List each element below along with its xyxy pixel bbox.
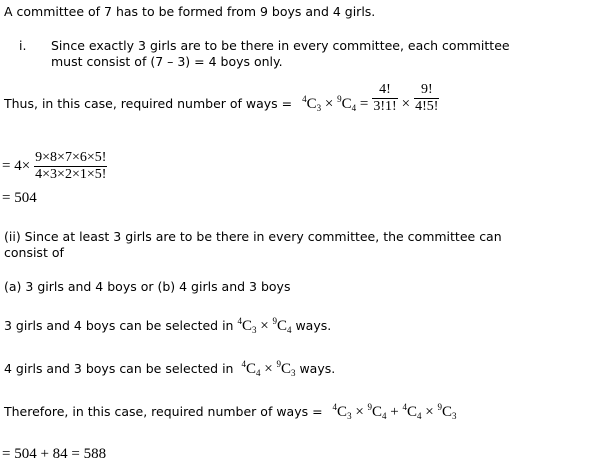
- equation-line-3: = 504: [2, 190, 37, 206]
- part-ii-line2: consist of: [4, 245, 64, 260]
- thus-label: Thus, in this case, required number of ways =: [4, 96, 293, 111]
- total-expression: $^4C_3 \times ^9C_4 + ^4C_4 \times ^9C_3$: [332, 402, 457, 421]
- selection-1-expression: $^4C_3 \times ^9C_4$: [237, 316, 292, 335]
- part-ii-line1: (ii) Since at least 3 girls are to be there in every committee, the committee can: [4, 229, 502, 244]
- selection-line-1: 3 girls and 4 boys can be selected in $^4C_3 \times ^9C_4$ ways.: [4, 316, 332, 335]
- equation-line-1: Thus, in this case, required number of ways = $^4C_3 \times ^9C_4$ = $\frac{4!}{3!1!}$ × $\frac{9!}{4!5!}$: [4, 82, 439, 114]
- part-i-line2: must consist of (7 – 3) = 4 boys only.: [51, 54, 283, 69]
- equation-line-2: = 4× $\frac{9\times 8\times 7\times 6\times 5!}{4\times 3\times 2\times 1\times 5!}$: [2, 150, 107, 182]
- intro-text: A committee of 7 has to be formed from 9 boys and 4 girls.: [4, 4, 376, 19]
- combination-expression: $^4C_3 \times ^9C_4$ =: [302, 94, 369, 113]
- part-i-line1: Since exactly 3 girls are to be there in every committee, each committee: [51, 38, 510, 53]
- fraction-9-factorial: $\frac{9!}{4!5!}$: [415, 82, 439, 114]
- fraction-4-factorial: $\frac{4!}{3!1!}$: [373, 82, 397, 114]
- expanded-fraction: $\frac{9\times 8\times 7\times 6\times 5!}{4\times 3\times 2\times 1\times 5!}$: [35, 150, 107, 182]
- selection-line-2: 4 girls and 3 boys can be selected in $^4C_4 \times ^9C_3$ ways.: [4, 359, 336, 378]
- part-i-marker: i.: [19, 38, 27, 53]
- therefore-line: Therefore, in this case, required number of ways = $^4C_3 \times ^9C_4 + ^4C_4 \times ^9C_3$: [4, 402, 457, 421]
- options-text: (a) 3 girls and 4 boys or (b) 4 girls and 3 boys: [4, 279, 291, 294]
- selection-2-expression: $^4C_4 \times ^9C_3$: [241, 359, 296, 378]
- final-answer: = 504 + 84 = 588: [2, 446, 107, 462]
